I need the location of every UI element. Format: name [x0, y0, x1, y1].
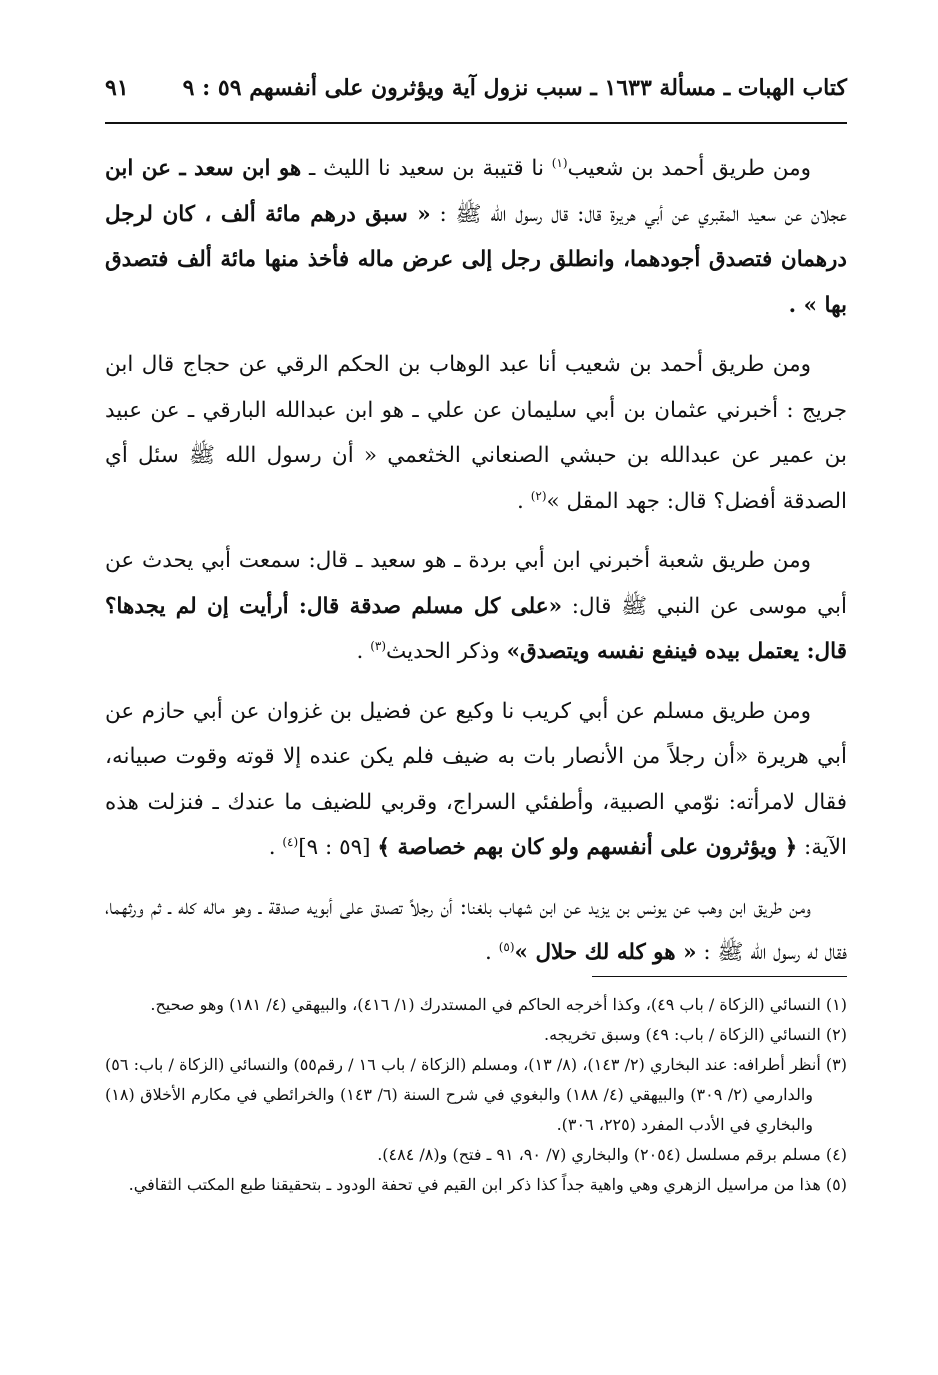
- footnotes-rule: [592, 976, 847, 977]
- footnote-ref-5: (٥): [498, 939, 515, 954]
- paragraph-text: عجلان عن سعيد المقبري عن أبي هريرة قال: قال رسول الله ﷺ :: [430, 201, 848, 227]
- paragraph-text: نا قتيبة بن سعيد نا الليث ـ: [301, 156, 552, 181]
- footnote-1: (١) النسائي (الزكاة / باب ٤٩)، وكذا أخرجه الحاكم في المستدرك (١/ ٤١٦)، والبيهقي (٤/ ١٨١) وهو صحيح.: [150, 995, 847, 1014]
- main-text: [105, 146, 847, 990]
- footnote-5: (٥) هذا من مراسيل الزهري وهي واهية جداً كذا ذكر ابن القيم في تحفة الودود ـ بتحقيقنا طبع المكتب الثقافي.: [128, 1175, 847, 1194]
- paragraph-text: ومن طريق شعبة أخبرني ابن أبي بردة ـ هو سعيد ـ قال: سمعت أبي يحدث عن أبي موسى عن النبي ﷺ قال:: [105, 548, 847, 619]
- hadith-text: « سبق درهم مائة ألف ، كان لرجل درهمان فتصدق أجودهما، وانطلق رجل إلى عرض ماله فأخذ منها مائة ألف فتصدق بها » .: [105, 201, 847, 318]
- header-rule: [105, 122, 847, 124]
- hadith-text: «على كل مسلم صدقة قال: أرأيت إن لم يجدها؟ قال: يعتمل بيده فينفع نفسه ويتصدق»: [105, 593, 847, 664]
- footnote-3: (٣) أنظر أطرافه: عند البخاري (٢/ ١٤٣)، (٨/ ١٣)، ومسلم (الزكاة / باب ١٦ / رقم٥٥) والنسائي (الزكاة / باب: ٥٦) والدارمي (٢/ ٣٠٩) والبيهقي (٤/ ١٨٨) والبغوي في شرح السنة (٦/ ١٤٣) والخرائطي في مكارم الأخلاق (١٨) والبخاري في الأدب المفرد (٢٢٥، ٣٠٦).: [105, 1055, 847, 1134]
- paragraph-text: ومن طريق ابن وهب عن يونس بن يزيد عن ابن شهاب بلغنا: أن رجلاً تصدق على أبويه صدقة ـ وهو ماله كله ـ ثم ورثهما، فقال له رسول الله ﷺ :: [105, 894, 847, 965]
- paragraph-text: وذكر الحديث: [386, 639, 507, 664]
- paragraph-text: .: [268, 835, 283, 860]
- header-title: كتاب الهبات ـ مسألة ١٦٣٣ ـ سبب نزول آية ويؤثرون على أنفسهم ٥٩ : ٩: [182, 75, 847, 101]
- paragraph-text: .: [356, 639, 371, 664]
- quran-verse: ﴿ ويؤثرون على أنفسهم ولو كان بهم خصاصة ﴾: [377, 835, 798, 860]
- footnote-2: (٢) النسائي (الزكاة / باب: ٤٩) وسبق تخريجه.: [543, 1025, 847, 1044]
- footnote-ref-4: (٤): [282, 834, 299, 849]
- paragraph-text: ومن طريق مسلم عن أبي كريب نا وكيع عن فضيل بن غزوان عن أبي حازم عن أبي هريرة «أن رجلاً من الأنصار بات به ضيف فلم يكن عنده إلا قوته وقوت صبيانه، فقال لامرأته: نوّمي الصبية، وأطفئي السراج، وقربي للضيف ما عندك ـ فنزلت هذه الآية:: [105, 698, 848, 860]
- paragraph-text: .: [517, 488, 531, 514]
- paragraph-5: [105, 885, 847, 976]
- paragraph-3: [105, 538, 847, 675]
- running-header: [105, 68, 847, 108]
- bold-text: هو ابن سعد ـ عن ابن: [105, 156, 302, 181]
- paragraph-1: [105, 146, 847, 328]
- paragraph-text: ومن طريق أحمد بن شعيب: [567, 156, 812, 181]
- paragraph-text: ومن طريق أحمد بن شعيب أنا عبد الوهاب بن الحكم الرقي عن حجاج قال ابن جريج : أخبرني عثمان بن أبي سليمان عن علي ـ هو ابن عبدالله البارقي ـ عن عبيد بن عمير عن عبدالله بن حبشي الصنعاني الخثعمي « أن رسول الله ﷺ سئل أي الصدقة أفضل؟ قال: جهد المقل »: [105, 352, 847, 514]
- footnote-ref-3: (٣): [370, 638, 387, 653]
- paragraph-4: [105, 689, 847, 871]
- hadith-text: « هو كله لك حلال »: [514, 940, 697, 965]
- verse-reference: [٥٩ : ٩]: [298, 835, 378, 860]
- footnote-4: (٤) مسلم برقم مسلسل (٢٠٥٤) والبخاري (٧/ ٩٠، ٩١ ـ فتح) و(٨/ ٤٨٤).: [377, 1145, 847, 1164]
- footnote-ref-2: (٢): [530, 488, 547, 503]
- page-number: ٩١: [105, 75, 129, 101]
- footnotes: [105, 990, 847, 1200]
- paragraph-2: [105, 342, 847, 524]
- footnote-ref-1: (١): [551, 155, 568, 170]
- paragraph-text: .: [485, 940, 499, 965]
